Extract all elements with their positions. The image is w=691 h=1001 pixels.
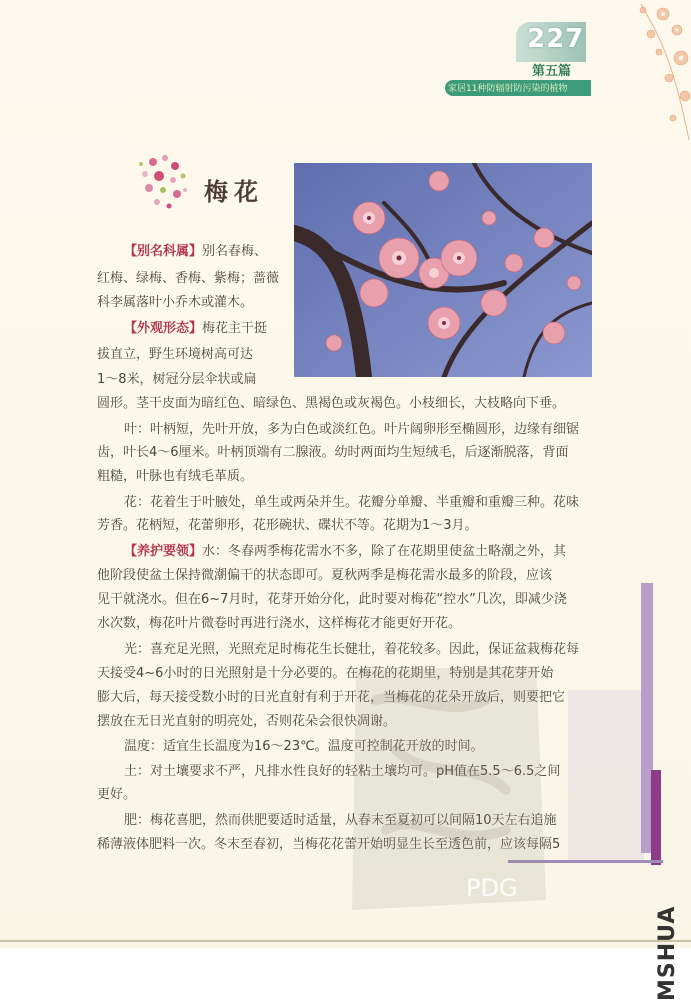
p9-line-1: 肥：梅花喜肥，然而供肥要适时适量，从春末至夏初可以间隔10天左右追施 <box>124 813 557 828</box>
flower-cluster-ornament-icon <box>133 150 191 214</box>
p5-line-4: 水次数，梅花叶片微卷时再进行浇水，这样梅花才能更好开花。 <box>97 616 462 631</box>
page-number: 227 <box>527 24 585 54</box>
part-label: 第五篇 <box>532 64 572 79</box>
p5-line-3: 见干就浇水。但在6~7月时，花芽开始分化，此时要对梅花“控水”几次，即减少浇 <box>97 592 567 607</box>
label-appearance: 【外观形态】 <box>124 321 203 336</box>
p5-line-1 <box>124 543 566 561</box>
seal-watermark-icon <box>336 660 551 918</box>
p6-line-1: 光：喜充足光照，光照充足时梅花生长健壮，着花较多。因此，保证盆栽梅花每 <box>124 642 580 657</box>
p6-line-2: 天接受4~6小时的日光照射是十分必要的。在梅花的花期里，特别是其花芽开始 <box>97 666 554 681</box>
article-title: 梅花 <box>204 178 264 206</box>
p1-text-1: 别名春梅、 <box>202 244 268 259</box>
p6-line-3: 膨大后，每天接受数小时的日光直射有利于开花，当梅花的花朵开放后，则要把它 <box>97 690 566 705</box>
p2-line-1 <box>124 320 267 338</box>
decorative-box <box>568 690 644 860</box>
p9-line-2: 稀薄液体肥料一次。冬末至春初，当梅花花蕾开始明显生长至透色前，应该每隔5 <box>97 837 561 852</box>
corner-blossom-icon <box>585 0 691 150</box>
p3-line-3: 粗糙，叶脉也有绒毛革质。 <box>97 469 254 484</box>
p2-text-1: 梅花主干挺 <box>202 321 268 336</box>
p7-line-1: 温度：适宜生长温度为16～23℃。温度可控制花开放的时间。 <box>124 739 484 754</box>
p2-line-4: 圆形。茎干皮面为暗红色、暗绿色、黑褐色或灰褐色。小枝细长，大枝略向下垂。 <box>97 396 566 411</box>
label-alias-family: 【别名科属】 <box>124 244 203 259</box>
p5-line-2: 他阶段使盆土保持微潮偏干的状态即可。夏秋两季是梅花需水最多的阶段，应该 <box>97 568 553 583</box>
section-label: 家居11种防辐射防污染的植物 <box>448 84 568 94</box>
footer-rule <box>0 940 691 942</box>
p4-line-1: 花：花着生于叶腋处，单生或两朵并生。花瓣分单瓣、半重瓣和重瓣三种。花味 <box>124 495 580 510</box>
p1-line-3: 科李属落叶小乔木或灌木。 <box>97 295 254 310</box>
p3-line-1: 叶：叶柄短，先叶开放，多为白色或淡红色。叶片阔卵形至椭圆形，边缘有细锯 <box>124 422 580 437</box>
pdg-watermark: PDG <box>466 874 518 902</box>
decorative-bar-dark <box>651 770 661 865</box>
plum-blossom-photo <box>294 163 592 377</box>
vertical-watermark: MSHUA <box>655 905 680 1001</box>
p6-line-4: 摆放在无日光直射的明亮处，否则花朵会很快凋谢。 <box>97 714 397 729</box>
p8-line-2: 更好。 <box>97 787 137 802</box>
p8-line-1: 土：对土壤要求不严，凡排水性良好的轻粘土壤均可。pH值在5.5～6.5之间 <box>124 764 561 779</box>
p5-text-1: 水：冬春两季梅花需水不多，除了在花期里使盆土略潮之外，其 <box>202 544 567 559</box>
p2-line-2: 拔直立，野生环境树高可达 <box>97 347 254 362</box>
label-care: 【养护要领】 <box>124 544 203 559</box>
p1-line-2: 红梅、绿梅、香梅、紫梅；蔷薇 <box>97 271 280 286</box>
page-bottom-margin <box>0 948 691 1001</box>
p1-line-1 <box>124 243 267 261</box>
p3-line-2: 齿，叶长4～6厘米。叶柄顶端有二腺液。幼时两面均生短绒毛，后逐渐脱落，背面 <box>97 445 569 460</box>
p2-line-3: 1～8米，树冠分层伞状或扁 <box>97 372 257 387</box>
p4-line-2: 芳香。花柄短，花蕾卵形，花形碗状、碟状不等。花期为1～3月。 <box>97 518 478 533</box>
